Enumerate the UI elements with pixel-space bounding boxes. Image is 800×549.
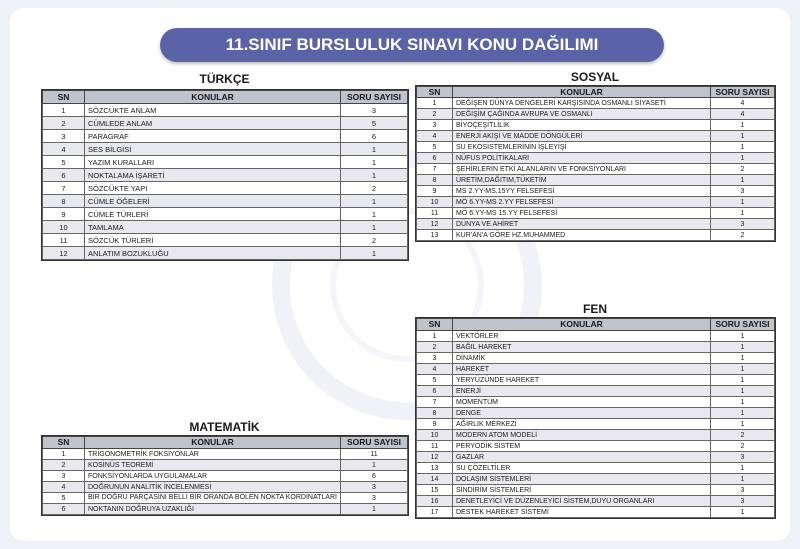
topic-cell: SU ÇÖZELTİLER [453, 463, 711, 474]
topic-cell: DOLAŞIM SİSTEMLERİ [453, 474, 711, 485]
count-cell: 1 [711, 474, 775, 485]
matematik-table [42, 436, 408, 515]
row-number: 7 [43, 182, 85, 195]
topic-cell: BAĞIL HAREKET [453, 342, 711, 353]
row-number: 5 [43, 156, 85, 169]
count-cell: 6 [341, 471, 408, 482]
table-row [417, 353, 775, 364]
count-cell: 1 [711, 197, 775, 208]
topic-cell: AĞIRLIK MERKEZİ [453, 419, 711, 430]
table-row [43, 208, 408, 221]
count-cell: 1 [341, 460, 408, 471]
table-row [43, 471, 408, 482]
header-sn: SN [417, 87, 453, 98]
topic-cell: SİNDİRİM SİSTEMLERİ [453, 485, 711, 496]
count-cell: 1 [711, 120, 775, 131]
table-row [43, 195, 408, 208]
count-cell: 1 [341, 208, 408, 221]
table-row [43, 143, 408, 156]
count-cell: 1 [711, 386, 775, 397]
topic-cell: DENGE [453, 408, 711, 419]
row-number: 1 [417, 98, 453, 109]
table-row [417, 430, 775, 441]
topic-cell: FONKSİYONLARDA UYGULAMALAR [85, 471, 341, 482]
row-number: 6 [417, 386, 453, 397]
topic-cell: NÜFUS POLİTİKALARI [453, 153, 711, 164]
row-number: 17 [417, 507, 453, 518]
row-number: 7 [417, 164, 453, 175]
topic-cell: SU EKOSİSTEMLERİNİN İŞLEYİŞİ [453, 142, 711, 153]
count-cell: 4 [711, 98, 775, 109]
count-cell: 6 [341, 130, 408, 143]
row-number: 2 [43, 460, 85, 471]
count-cell: 1 [711, 342, 775, 353]
row-number: 1 [417, 331, 453, 342]
table-row [43, 234, 408, 247]
row-number: 10 [417, 197, 453, 208]
header-topics: KONULAR [85, 91, 341, 104]
count-cell: 1 [711, 463, 775, 474]
row-number: 5 [417, 375, 453, 386]
matematik-title: MATEMATİK [189, 420, 260, 434]
table-row [417, 441, 775, 452]
row-number: 16 [417, 496, 453, 507]
count-cell: 1 [711, 331, 775, 342]
count-cell: 2 [341, 182, 408, 195]
table-row [417, 342, 775, 353]
header-sn: SN [43, 437, 85, 449]
topic-cell: BİYOÇEŞİTLİLİK [453, 120, 711, 131]
table-row [43, 460, 408, 471]
header-count: SORU SAYISI [341, 91, 408, 104]
topic-cell: DEĞİŞİM ÇAĞINDA AVRUPA VE OSMANLI [453, 109, 711, 120]
turkce-title: TÜRKÇE [199, 72, 250, 86]
fen-title: FEN [583, 302, 607, 316]
row-number: 12 [43, 247, 85, 260]
table-row [43, 504, 408, 515]
row-number: 5 [43, 493, 85, 504]
header-sn: SN [43, 91, 85, 104]
topic-cell: VEKTÖRLER [453, 331, 711, 342]
row-number: 6 [43, 169, 85, 182]
topic-cell: SÖZCÜKTE YAPI [85, 182, 341, 195]
table-row [417, 408, 775, 419]
count-cell: 3 [711, 219, 775, 230]
row-number: 2 [43, 117, 85, 130]
row-number: 8 [417, 408, 453, 419]
topic-cell: BİR DOĞRU PARÇASINI BELLİ BİR ORANDA BÖLEN NOKTA KORDİNATLARI [85, 493, 341, 504]
topic-cell: HAREKET [453, 364, 711, 375]
count-cell: 1 [711, 375, 775, 386]
topic-cell: CÜMLE ÖĞELERİ [85, 195, 341, 208]
table-row [43, 482, 408, 493]
topic-cell: PARAGRAF [85, 130, 341, 143]
table-row [43, 156, 408, 169]
row-number: 9 [43, 208, 85, 221]
count-cell: 2 [711, 441, 775, 452]
topic-cell: NOKTALAMA İŞARETİ [85, 169, 341, 182]
topic-cell: SES BİLGİSİ [85, 143, 341, 156]
topic-cell: CÜMLE TÜRLERİ [85, 208, 341, 221]
count-cell: 1 [711, 142, 775, 153]
table-row [43, 117, 408, 130]
topic-cell: DİNAMİK [453, 353, 711, 364]
row-number: 11 [417, 441, 453, 452]
topic-cell: MÖ 6.YY-MS 15.YY FELSEFESİ [453, 208, 711, 219]
topic-cell: DESTEK HAREKET SİSTEMİ [453, 507, 711, 518]
count-cell: 2 [711, 230, 775, 241]
topic-cell: SÖZCÜK TÜRLERİ [85, 234, 341, 247]
count-cell: 1 [341, 247, 408, 260]
row-number: 4 [43, 143, 85, 156]
count-cell: 1 [711, 153, 775, 164]
table-row [43, 104, 408, 117]
count-cell: 5 [341, 117, 408, 130]
table-row [417, 120, 775, 131]
table-row [417, 452, 775, 463]
count-cell: 1 [341, 169, 408, 182]
row-number: 2 [417, 342, 453, 353]
row-number: 3 [417, 120, 453, 131]
topic-cell: MS 2.YY-MS.15YY FELSEFESİ [453, 186, 711, 197]
header-count: SORU SAYISI [341, 437, 408, 449]
count-cell: 3 [711, 452, 775, 463]
count-cell: 1 [711, 408, 775, 419]
table-row [417, 375, 775, 386]
count-cell: 1 [711, 175, 775, 186]
header-count: SORU SAYISI [711, 319, 775, 331]
topic-cell: NOKTANIN DOĞRUYA UZAKLIĞI [85, 504, 341, 515]
count-cell: 1 [711, 131, 775, 142]
count-cell: 11 [341, 449, 408, 460]
row-number: 8 [43, 195, 85, 208]
table-row [417, 131, 775, 142]
header-count: SORU SAYISI [711, 87, 775, 98]
count-cell: 3 [711, 496, 775, 507]
row-number: 11 [417, 208, 453, 219]
table-row [417, 142, 775, 153]
row-number: 12 [417, 219, 453, 230]
topic-cell: PERYODİK SİSTEM [453, 441, 711, 452]
table-row [43, 130, 408, 143]
row-number: 3 [43, 130, 85, 143]
count-cell: 1 [711, 419, 775, 430]
row-number: 13 [417, 463, 453, 474]
row-number: 14 [417, 474, 453, 485]
row-number: 5 [417, 142, 453, 153]
topic-cell: SÖZCÜKTE ANLAM [85, 104, 341, 117]
header-sn: SN [417, 319, 453, 331]
table-row [417, 463, 775, 474]
table-row [43, 169, 408, 182]
topic-cell: DEĞİŞEN DÜNYA DENGELERİ KARŞISINDA OSMANLI SİYASETİ [453, 98, 711, 109]
count-cell: 2 [711, 430, 775, 441]
table-row [417, 507, 775, 518]
row-number: 1 [43, 104, 85, 117]
header-topics: KONULAR [85, 437, 341, 449]
row-number: 6 [417, 153, 453, 164]
count-cell: 1 [711, 364, 775, 375]
topic-cell: YAZIM KURALLARI [85, 156, 341, 169]
count-cell: 1 [711, 208, 775, 219]
table-row [43, 221, 408, 234]
table-row [417, 98, 775, 109]
row-number: 10 [43, 221, 85, 234]
row-number: 9 [417, 419, 453, 430]
table-row [417, 419, 775, 430]
table-row [43, 449, 408, 460]
count-cell: 1 [711, 507, 775, 518]
row-number: 4 [417, 364, 453, 375]
sosyal-title: SOSYAL [570, 70, 620, 84]
row-number: 11 [43, 234, 85, 247]
topic-cell: MÖ 6.YY-MS 2.YY FELSEFESİ [453, 197, 711, 208]
table-row [417, 109, 775, 120]
table-row [417, 230, 775, 241]
count-cell: 1 [341, 156, 408, 169]
count-cell: 1 [341, 504, 408, 515]
topic-cell: ÜRETİM,DAĞITIM,TÜKETİM [453, 175, 711, 186]
topic-cell: YERYÜZÜNDE HAREKET [453, 375, 711, 386]
row-number: 8 [417, 175, 453, 186]
topic-cell: GAZLAR [453, 452, 711, 463]
header-topics: KONULAR [453, 87, 711, 98]
row-number: 1 [43, 449, 85, 460]
table-row [417, 386, 775, 397]
row-number: 12 [417, 452, 453, 463]
topic-cell: DOĞRUNUN ANALİTİK İNCELENMESİ [85, 482, 341, 493]
row-number: 4 [417, 131, 453, 142]
count-cell: 1 [711, 397, 775, 408]
table-row [43, 247, 408, 260]
count-cell: 3 [711, 485, 775, 496]
topic-cell: DENETLEYİCİ VE DÜZENLEYİCİ SİSTEM,DUYU ORGANLARI [453, 496, 711, 507]
topic-cell: ŞEHİRLERİN ETKİ ALANLARIN VE FONKSİYONLARI [453, 164, 711, 175]
count-cell: 1 [341, 221, 408, 234]
row-number: 9 [417, 186, 453, 197]
count-cell: 2 [341, 234, 408, 247]
table-row [417, 397, 775, 408]
count-cell: 1 [341, 143, 408, 156]
count-cell: 3 [341, 493, 408, 504]
topic-cell: ENERJİ AKIŞI VE MADDE DÖNGÜLERİ [453, 131, 711, 142]
table-row [417, 485, 775, 496]
table-row [417, 175, 775, 186]
row-number: 15 [417, 485, 453, 496]
table-row [417, 496, 775, 507]
row-number: 4 [43, 482, 85, 493]
topic-cell: TAMLAMA [85, 221, 341, 234]
topic-cell: ANLATIM BOZUKLUĞU [85, 247, 341, 260]
topic-cell: DÜNYA VE AHİRET [453, 219, 711, 230]
topic-cell: TRİGONOMETRİK FOKSİYONLAR [85, 449, 341, 460]
table-row [417, 474, 775, 485]
count-cell: 3 [341, 104, 408, 117]
topic-cell: MODERN ATOM MODELİ [453, 430, 711, 441]
count-cell: 4 [711, 109, 775, 120]
topic-cell: CÜMLEDE ANLAM [85, 117, 341, 130]
table-row [43, 182, 408, 195]
row-number: 7 [417, 397, 453, 408]
count-cell: 3 [341, 482, 408, 493]
sosyal-table [416, 86, 775, 241]
table-row [417, 331, 775, 342]
page-title: 11.SINIF BURSLULUK SINAVI KONU DAĞILIMI [160, 28, 664, 62]
row-number: 6 [43, 504, 85, 515]
table-row [43, 493, 408, 504]
table-row [417, 219, 775, 230]
row-number: 3 [43, 471, 85, 482]
fen-table [416, 318, 775, 518]
row-number: 3 [417, 353, 453, 364]
count-cell: 1 [341, 195, 408, 208]
topic-cell: ENERJİ [453, 386, 711, 397]
table-row [417, 153, 775, 164]
table-row [417, 186, 775, 197]
table-row [417, 197, 775, 208]
table-row [417, 164, 775, 175]
row-number: 10 [417, 430, 453, 441]
row-number: 2 [417, 109, 453, 120]
count-cell: 3 [711, 186, 775, 197]
table-row [417, 364, 775, 375]
table-row [417, 208, 775, 219]
header-topics: KONULAR [453, 319, 711, 331]
count-cell: 2 [711, 164, 775, 175]
count-cell: 1 [711, 353, 775, 364]
topic-cell: KOSİNÜS TEOREMİ [85, 460, 341, 471]
turkce-table [42, 90, 408, 260]
topic-cell: MOMENTUM [453, 397, 711, 408]
row-number: 13 [417, 230, 453, 241]
topic-cell: KUR'AN'A GÖRE HZ.MUHAMMED [453, 230, 711, 241]
